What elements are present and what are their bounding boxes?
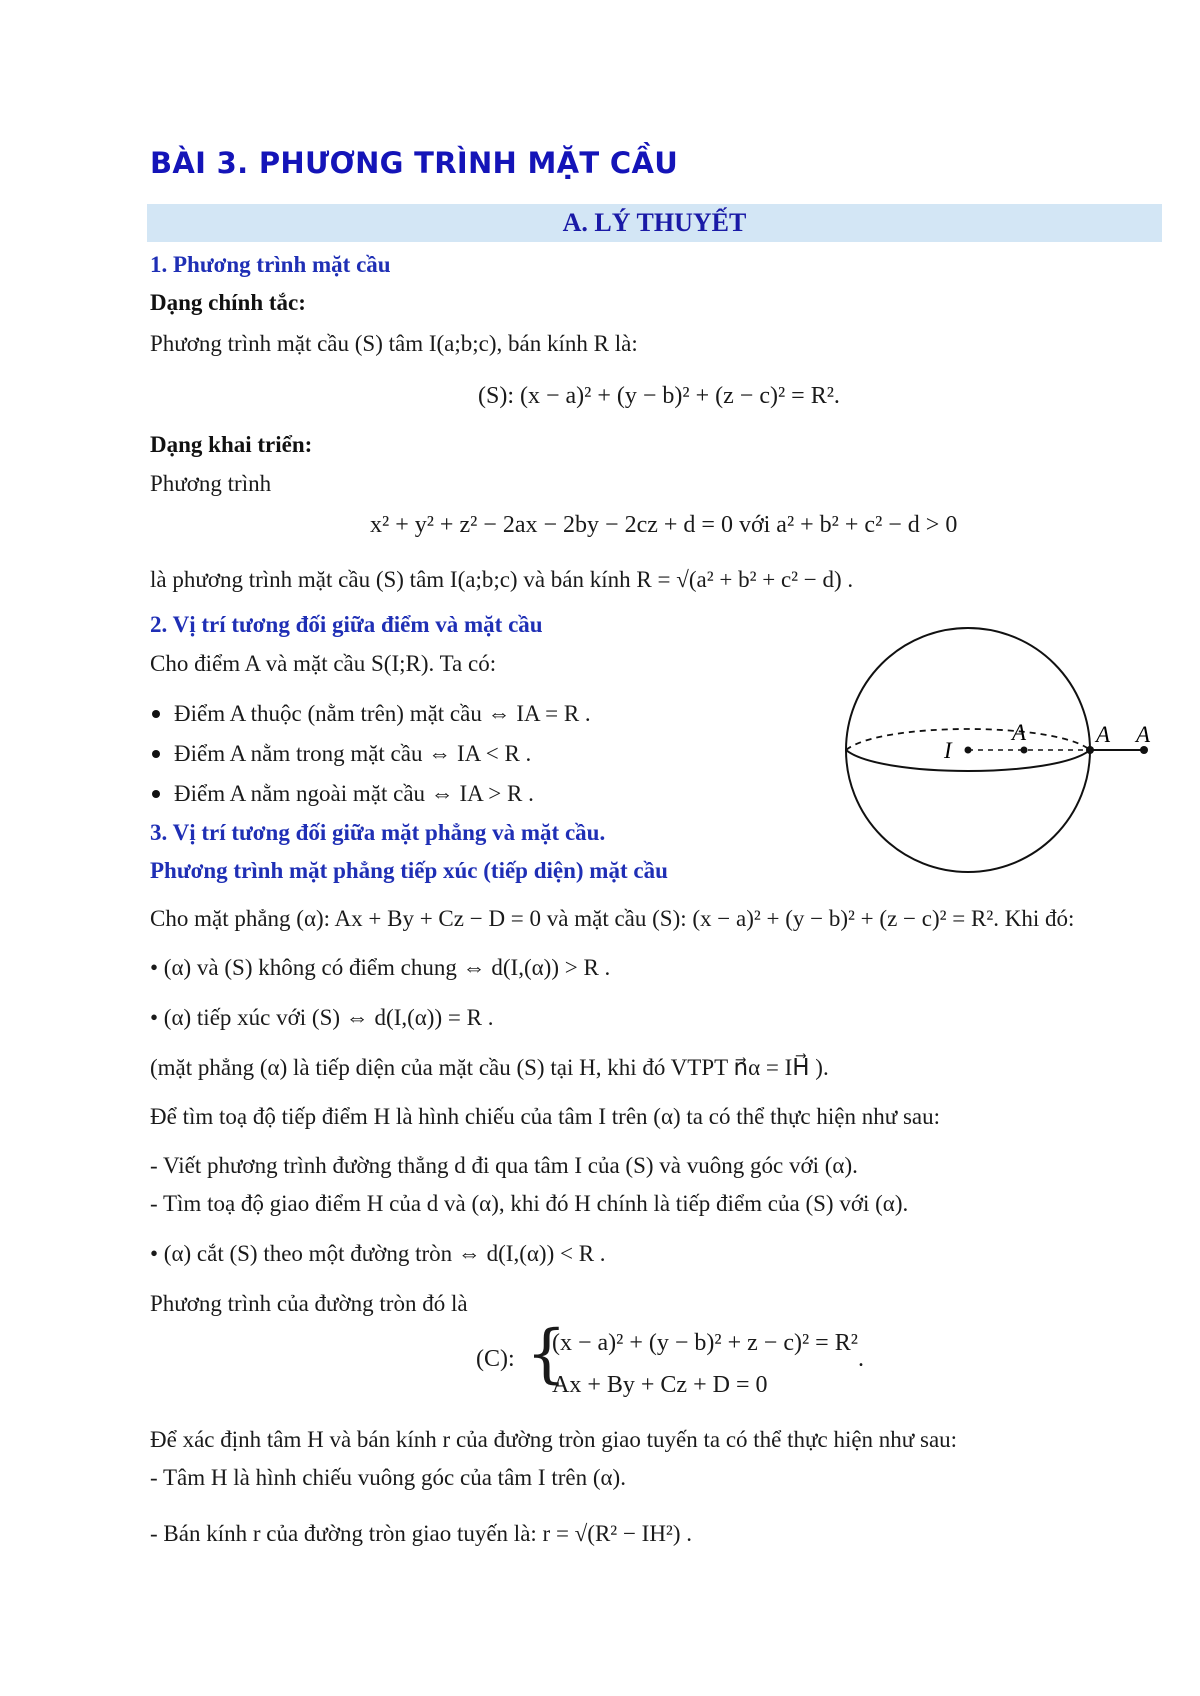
- bullet-dot: [152, 710, 160, 718]
- find-h-text: Để tìm toạ độ tiếp điểm H là hình chiếu của tâm I trên (α) ta có thể thực hiện như sau:: [150, 1104, 940, 1129]
- bullet-dot: [152, 750, 160, 758]
- tangent-note: (mặt phẳng (α) là tiếp diện của mặt cầu (S) tại H, khi đó VTPT n⃗α = IH⃗ ).: [150, 1055, 829, 1080]
- expanded-conclusion: là phương trình mặt cầu (S) tâm I(a;b;c) và bán kính R = √(a² + b² + c² − d) .: [150, 567, 854, 592]
- expanded-label: Dạng khai triển:: [150, 432, 313, 457]
- system-line-2: Ax + By + Cz + D = 0: [552, 1372, 768, 1398]
- system-line-1: (x − a)² + (y − b)² + z − c)² = R²: [552, 1330, 858, 1356]
- system-label: (C):: [476, 1346, 515, 1372]
- bullet-intersect: • (α) cắt (S) theo một đường tròn ⇔ d(I,(α)) < R .: [150, 1241, 606, 1266]
- inside-point: [1021, 747, 1028, 754]
- label-center: I: [944, 738, 952, 763]
- bullet-text: Điểm A nằm ngoài mặt cầu ⇔ IA > R .: [174, 781, 534, 806]
- center-step: - Tâm H là hình chiếu vuông góc của tâm I trên (α).: [150, 1465, 626, 1490]
- find-center-text: Để xác định tâm H và bán kính r của đường tròn giao tuyến ta có thể thực hiện như sau:: [150, 1427, 958, 1452]
- step-2: - Tìm toạ độ giao điểm H của d và (α), khi đó H chính là tiếp điểm của (S) với (α).: [150, 1191, 909, 1216]
- plane-intro: Cho mặt phẳng (α): Ax + By + Cz − D = 0 và mặt cầu (S): (x − a)² + (y − b)² + (z − c)² = R². Khi đó:: [150, 906, 1075, 931]
- heading-2: 2. Vị trí tương đối giữa điểm và mặt cầu: [150, 612, 543, 637]
- point-intro: Cho điểm A và mặt cầu S(I;R). Ta có:: [150, 651, 497, 676]
- bullet-on-sphere: [152, 700, 591, 728]
- label-outside: A: [1136, 722, 1151, 747]
- surface-point: [1086, 746, 1094, 754]
- bullet-text: Điểm A nằm trong mặt cầu ⇔ IA < R .: [174, 741, 532, 766]
- sphere-diagram: [840, 620, 1170, 880]
- system-end: .: [858, 1346, 864, 1372]
- canonical-formula: (S): (x − a)² + (y − b)² + (z − c)² = R².: [478, 383, 840, 409]
- radius-step: - Bán kính r của đường tròn giao tuyến là: r = √(R² − IH²) .: [150, 1521, 692, 1546]
- expanded-intro: Phương trình: [150, 471, 272, 496]
- step-1: - Viết phương trình đường thẳng d đi qua tâm I của (S) và vuông góc với (α).: [150, 1153, 858, 1178]
- bullet-tangent: • (α) tiếp xúc với (S) ⇔ d(I,(α)) = R .: [150, 1005, 494, 1030]
- section-title: A. LÝ THUYẾT: [562, 208, 747, 237]
- bullet-dot: [152, 790, 160, 798]
- canonical-text: Phương trình mặt cầu (S) tâm I(a;b;c), bán kính R là:: [150, 331, 638, 356]
- bullet-text: Điểm A thuộc (nằm trên) mặt cầu ⇔ IA = R .: [174, 701, 591, 726]
- label-inside: A: [1012, 720, 1027, 745]
- section-band: [147, 204, 1162, 242]
- circle-intro: Phương trình của đường tròn đó là: [150, 1291, 468, 1316]
- heading-3: 3. Vị trí tương đối giữa mặt phẳng và mặt cầu.: [150, 820, 606, 845]
- bullet-inside-sphere: [152, 740, 531, 768]
- heading-1: 1. Phương trình mặt cầu: [150, 252, 391, 277]
- label-on: A: [1096, 722, 1111, 747]
- bullet-no-common: • (α) và (S) không có điểm chung ⇔ d(I,(α)) > R .: [150, 955, 611, 980]
- center-point: [965, 747, 972, 754]
- canonical-label: Dạng chính tắc:: [150, 290, 306, 315]
- subheading-tangent: Phương trình mặt phẳng tiếp xúc (tiếp diện) mặt cầu: [150, 858, 668, 883]
- bullet-outside-sphere: [152, 780, 534, 808]
- expanded-formula: x² + y² + z² − 2ax − 2by − 2cz + d = 0 với a² + b² + c² − d > 0: [370, 512, 958, 538]
- page-title: BÀI 3. PHƯƠNG TRÌNH MẶT CẦU: [150, 146, 679, 180]
- outside-point: [1140, 746, 1148, 754]
- system-brace: {: [526, 1317, 567, 1391]
